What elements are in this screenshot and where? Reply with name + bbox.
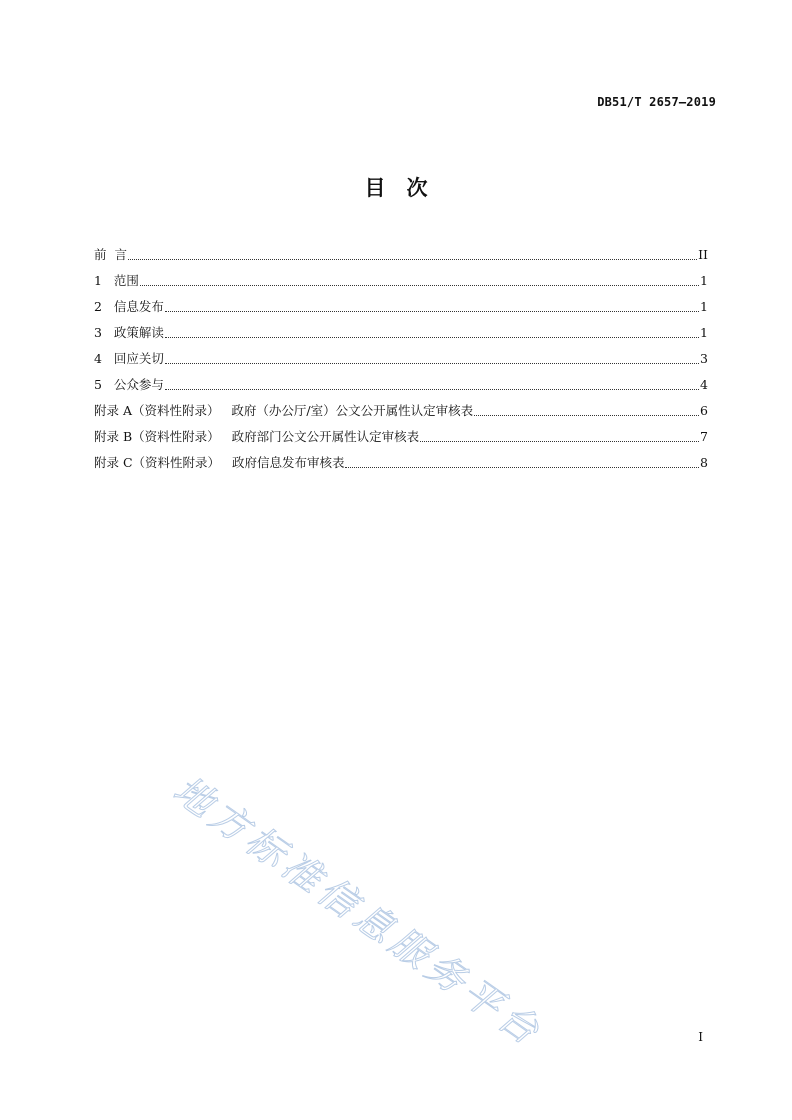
toc-entry-page: 6 (700, 403, 708, 418)
toc-entry-label: 2 信息发布 (94, 299, 164, 314)
toc-entry-appendix-b[interactable] (94, 420, 708, 446)
toc-entry-page: II (698, 247, 708, 262)
toc-entry-public-participation[interactable] (94, 368, 708, 394)
toc-entry-label: 5 公众参与 (94, 377, 164, 392)
toc-entry-scope[interactable] (94, 264, 708, 290)
toc-entry-page: 1 (700, 273, 708, 288)
toc-entry-label: 1 范围 (94, 273, 139, 288)
toc-entry-policy-interpretation[interactable] (94, 316, 708, 342)
toc-entry-label: 附录 B（资料性附录） 政府部门公文公开属性认定审核表 (94, 429, 420, 444)
document-code: DB51/T 2657—2019 (597, 95, 716, 109)
toc-entry-page: 3 (700, 351, 708, 366)
dot-leader (165, 363, 699, 364)
toc-entry-appendix-a[interactable] (94, 394, 708, 420)
table-of-contents (94, 238, 708, 472)
dot-leader (345, 467, 699, 468)
toc-entry-page: 1 (700, 299, 708, 314)
dot-leader (140, 285, 699, 286)
toc-entry-page: 1 (700, 325, 708, 340)
dot-leader (165, 337, 699, 338)
dot-leader (165, 311, 699, 312)
toc-entry-label: 附录 C（资料性附录） 政府信息发布审核表 (94, 455, 345, 470)
page-title: 目 次 (364, 176, 428, 200)
toc-entry-page: 7 (700, 429, 708, 444)
dot-leader (420, 441, 699, 442)
dot-leader (165, 389, 699, 390)
dot-leader (474, 415, 699, 416)
toc-entry-page: 4 (700, 377, 708, 392)
page-number: I (698, 1030, 703, 1044)
toc-entry-appendix-c[interactable] (94, 446, 708, 472)
toc-entry-page: 8 (700, 455, 708, 470)
toc-entry-label: 前 言 (94, 247, 127, 262)
toc-entry-label: 附录 A（资料性附录） 政府（办公厅/室）公文公开属性认定审核表 (94, 403, 474, 418)
toc-entry-foreword[interactable] (94, 238, 708, 264)
toc-entry-label: 3 政策解读 (94, 325, 164, 340)
watermark: 地方标准信息服务平台 (165, 767, 552, 1056)
dot-leader (128, 259, 697, 260)
toc-entry-info-release[interactable] (94, 290, 708, 316)
toc-entry-label: 4 回应关切 (94, 351, 164, 366)
toc-entry-response-concerns[interactable] (94, 342, 708, 368)
